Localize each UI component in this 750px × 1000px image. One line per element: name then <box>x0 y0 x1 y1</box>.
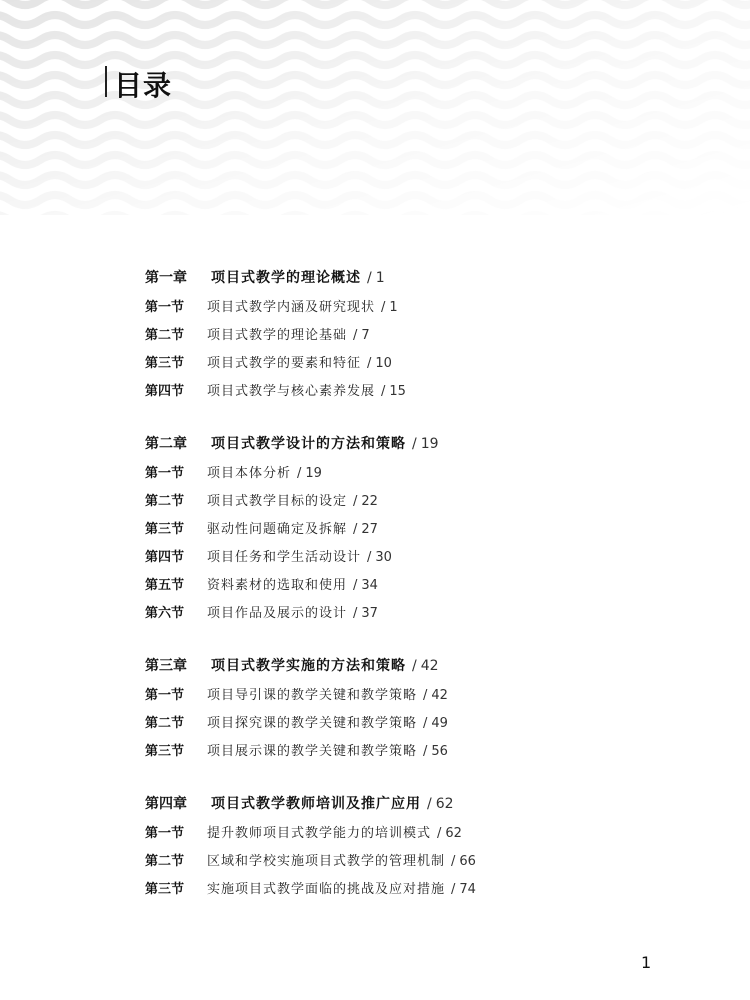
page-separator: / <box>412 658 417 674</box>
page-separator: / <box>412 436 417 452</box>
page-separator: / <box>437 826 442 841</box>
chapter-page: 1 <box>375 270 385 286</box>
section-row[interactable] <box>145 682 665 710</box>
section-page: 22 <box>361 494 378 509</box>
section-row[interactable] <box>145 710 665 738</box>
section-number: 第三节 <box>145 356 185 371</box>
section-title: 实施项目式教学面临的挑战及应对措施 <box>207 882 446 897</box>
section-title: 提升教师项目式教学能力的培训模式 <box>207 826 432 841</box>
page-separator: / <box>451 882 456 897</box>
section-row[interactable] <box>145 572 665 600</box>
section-row[interactable] <box>145 378 665 406</box>
section-title: 驱动性问题确定及拆解 <box>207 522 348 537</box>
section-number: 第三节 <box>145 882 185 897</box>
page-separator: / <box>381 384 386 399</box>
section-number: 第二节 <box>145 716 185 731</box>
chapter-title: 项目式教学设计的方法和策略 <box>211 436 406 452</box>
wave-line <box>0 155 750 165</box>
page-separator: / <box>381 300 386 315</box>
chapter-block <box>145 788 665 904</box>
section-row[interactable] <box>145 322 665 350</box>
section-row[interactable] <box>145 350 665 378</box>
section-title: 项目作品及展示的设计 <box>207 606 348 621</box>
section-row[interactable] <box>145 820 665 848</box>
section-page: 49 <box>431 716 448 731</box>
wave-line <box>0 0 750 5</box>
section-number: 第四节 <box>145 550 185 565</box>
section-number: 第一节 <box>145 688 185 703</box>
section-page: 34 <box>361 578 378 593</box>
page-separator: / <box>423 688 428 703</box>
section-title: 项目导引课的教学关键和教学策略 <box>207 688 418 703</box>
section-page: 15 <box>389 384 406 399</box>
section-number: 第六节 <box>145 606 185 621</box>
page-separator: / <box>367 270 372 286</box>
wave-line <box>0 195 750 205</box>
wave-pattern-background <box>0 0 750 215</box>
section-title: 项目展示课的教学关键和教学策略 <box>207 744 418 759</box>
chapter-row[interactable] <box>145 428 665 460</box>
page-separator: / <box>297 466 302 481</box>
page-separator: / <box>423 716 428 731</box>
section-page: 10 <box>375 356 392 371</box>
section-page: 19 <box>305 466 322 481</box>
chapter-number: 第二章 <box>145 436 187 452</box>
section-row[interactable] <box>145 738 665 766</box>
section-title: 项目任务和学生活动设计 <box>207 550 362 565</box>
wave-line <box>0 95 750 105</box>
section-number: 第一节 <box>145 300 185 315</box>
chapter-block <box>145 428 665 628</box>
chapter-page: 62 <box>435 796 454 812</box>
page-separator: / <box>367 356 372 371</box>
title-accent-bar <box>105 66 107 97</box>
chapter-number: 第三章 <box>145 658 187 674</box>
chapter-page: 42 <box>420 658 439 674</box>
chapter-row[interactable] <box>145 650 665 682</box>
wave-line <box>0 135 750 145</box>
section-page: 66 <box>459 854 476 869</box>
section-number: 第二节 <box>145 328 185 343</box>
page-separator: / <box>367 550 372 565</box>
section-page: 30 <box>375 550 392 565</box>
section-title: 项目式教学目标的设定 <box>207 494 348 509</box>
section-page: 37 <box>361 606 378 621</box>
section-row[interactable] <box>145 460 665 488</box>
chapter-number: 第四章 <box>145 796 187 812</box>
section-title: 项目本体分析 <box>207 466 292 481</box>
chapter-block <box>145 650 665 766</box>
section-page: 74 <box>459 882 476 897</box>
chapter-title: 项目式教学教师培训及推广应用 <box>211 796 421 812</box>
page-separator: / <box>423 744 428 759</box>
chapter-block <box>145 262 665 406</box>
page-title: 目录 <box>114 69 173 102</box>
page-separator: / <box>353 494 358 509</box>
chapter-page: 19 <box>420 436 439 452</box>
section-page: 56 <box>431 744 448 759</box>
section-row[interactable] <box>145 294 665 322</box>
page-number: 1 <box>641 953 652 972</box>
section-row[interactable] <box>145 544 665 572</box>
section-title: 项目式教学与核心素养发展 <box>207 384 376 399</box>
page-separator: / <box>353 578 358 593</box>
chapter-title: 项目式教学实施的方法和策略 <box>211 658 406 674</box>
section-title: 项目式教学的理论基础 <box>207 328 348 343</box>
section-number: 第二节 <box>145 494 185 509</box>
page-separator: / <box>353 328 358 343</box>
wave-line <box>0 35 750 45</box>
section-number: 第一节 <box>145 826 185 841</box>
section-title: 项目式教学的要素和特征 <box>207 356 362 371</box>
section-title: 区域和学校实施项目式教学的管理机制 <box>207 854 446 869</box>
page-separator: / <box>353 606 358 621</box>
section-number: 第三节 <box>145 744 185 759</box>
section-page: 42 <box>431 688 448 703</box>
wave-line <box>0 15 750 25</box>
section-row[interactable] <box>145 848 665 876</box>
wave-line <box>0 75 750 85</box>
section-page: 62 <box>445 826 462 841</box>
table-of-contents <box>145 262 665 926</box>
section-number: 第二节 <box>145 854 185 869</box>
section-row[interactable] <box>145 488 665 516</box>
page-separator: / <box>451 854 456 869</box>
section-row[interactable] <box>145 600 665 628</box>
page-separator: / <box>353 522 358 537</box>
section-number: 第五节 <box>145 578 185 593</box>
chapter-row[interactable] <box>145 262 665 294</box>
section-number: 第三节 <box>145 522 185 537</box>
wave-line <box>0 115 750 125</box>
chapter-title: 项目式教学的理论概述 <box>211 270 361 286</box>
section-number: 第四节 <box>145 384 185 399</box>
section-row[interactable] <box>145 876 665 904</box>
page-separator: / <box>427 796 432 812</box>
section-row[interactable] <box>145 516 665 544</box>
section-title: 项目式教学内涵及研究现状 <box>207 300 376 315</box>
section-title: 项目探究课的教学关键和教学策略 <box>207 716 418 731</box>
section-page: 27 <box>361 522 378 537</box>
section-page: 1 <box>389 300 398 315</box>
section-page: 7 <box>361 328 370 343</box>
chapter-row[interactable] <box>145 788 665 820</box>
wave-line <box>0 55 750 65</box>
section-number: 第一节 <box>145 466 185 481</box>
chapter-number: 第一章 <box>145 270 187 286</box>
section-title: 资料素材的选取和使用 <box>207 578 348 593</box>
wave-line <box>0 175 750 185</box>
